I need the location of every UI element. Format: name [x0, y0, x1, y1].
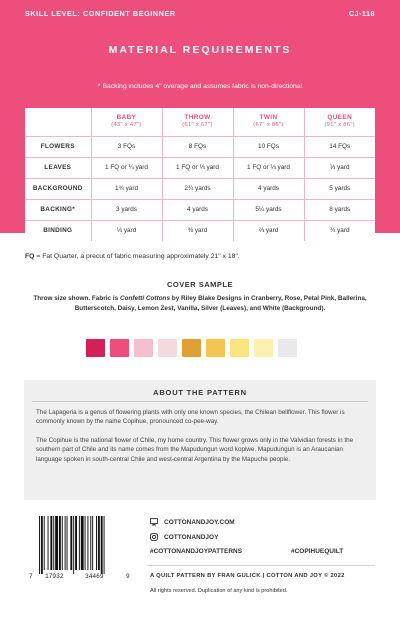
hashtag-patterns: #COTTONANDJOYPATTERNS — [150, 548, 243, 555]
row-label: BINDING — [25, 220, 91, 241]
pattern-credit: A QUILT PATTERN BY FRAN GULICK | COTTON AND JOY © 2022 — [150, 573, 345, 579]
fabric-swatch — [158, 339, 177, 357]
fabric-swatch — [134, 339, 153, 357]
about-paragraph-1: The Lapageria is a genus of flowering plants with only one known species, the Chilean bellflower. This flower is commonly known by the name Copihue, pronounced co-pee-way. — [36, 409, 345, 426]
about-title: ABOUT THE PATTERN — [153, 388, 247, 397]
table-row — [25, 199, 375, 220]
fabric-swatch — [254, 339, 273, 357]
barcode-bar — [44, 516, 45, 570]
barcode-bar — [50, 516, 52, 570]
rights-notice: All rights reserved. Duplication of any kind is prohibited. — [150, 588, 288, 594]
website-row — [150, 518, 235, 526]
barcode-bar — [90, 516, 91, 570]
table-cell: 8 FQs — [162, 136, 233, 157]
barcode-digits-2: 17932 — [45, 573, 64, 580]
about-divider — [32, 401, 368, 402]
instagram-icon — [150, 533, 158, 541]
column-header — [91, 108, 162, 136]
about-paragraph-2: The Copihue is the national flower of Chile, my home country. This flower grows only in the Valvidian forests in the southern part of Chile and its name comes from the Mapudungun word kopiwe. Mapudungun is an Araucanian language spoken in south-central Chile and west-central Argentina by the Mapuche people. — [36, 437, 354, 463]
column-header — [233, 108, 304, 136]
barcode-bar — [101, 516, 103, 574]
table-cell: 4 yards — [233, 178, 304, 199]
row-label: LEAVES — [25, 157, 91, 178]
fabric-swatch — [110, 339, 129, 357]
fat-quarter-note — [25, 253, 240, 260]
about-panel — [24, 380, 376, 500]
row-label: FLOWERS — [25, 136, 91, 157]
table-cell: ⅓ yard — [304, 157, 375, 178]
table-row — [25, 136, 375, 157]
column-size: (61" x 67") — [182, 121, 213, 128]
footer-divider — [147, 565, 375, 566]
column-size: (43" x 47") — [111, 121, 142, 128]
fq-abbr: FQ — [25, 253, 35, 260]
barcode-bar — [65, 516, 66, 570]
barcode-bar — [81, 516, 84, 570]
table-corner — [25, 108, 91, 136]
hashtag-quilt: #COPIHUEQUILT — [291, 548, 344, 555]
fabric-swatch — [206, 339, 225, 357]
row-label: BACKGROUND — [25, 178, 91, 199]
table-row — [25, 157, 375, 178]
barcode-bar — [75, 516, 77, 570]
barcode-bar — [67, 516, 68, 570]
table-header-row — [25, 108, 375, 136]
table-cell: 1 FQ or ⅓ yard — [162, 157, 233, 178]
fabric-swatches — [86, 339, 297, 357]
table-cell: 3 yards — [91, 199, 162, 220]
requirements-table — [25, 108, 375, 241]
barcode-digit-4: 9 — [126, 573, 130, 580]
table-cell: 2¾ yards — [162, 178, 233, 199]
cover-sample-title: COVER SAMPLE — [166, 280, 233, 289]
fabric-line-name: Confetti Cottons — [119, 295, 171, 302]
column-name: THROW — [184, 114, 211, 122]
row-label: BACKING* — [25, 199, 91, 220]
barcode-bar — [98, 516, 100, 570]
barcode-bar — [48, 516, 49, 570]
table-cell: ¾ yard — [304, 220, 375, 241]
barcode-digit-1: 7 — [29, 573, 33, 580]
table-cell: ⅓ yard — [91, 220, 162, 241]
skill-level: SKILL LEVEL: CONFIDENT BEGINNER — [25, 9, 176, 18]
table-cell: 4 yards — [162, 199, 233, 220]
column-header — [162, 108, 233, 136]
barcode-bar — [55, 516, 58, 570]
monitor-icon — [150, 518, 158, 526]
barcode-digits-3: 34469 — [85, 573, 104, 580]
table-row — [25, 220, 375, 241]
column-size: (91" x 86") — [324, 121, 355, 128]
table-cell: 1 FQ or ¼ yard — [91, 157, 162, 178]
barcode-bar — [104, 516, 105, 574]
barcode-bar — [41, 516, 43, 574]
table-cell: 1¾ yard — [91, 178, 162, 199]
barcode-bar — [39, 516, 40, 574]
instagram-row — [150, 533, 218, 541]
barcode-bars — [37, 516, 123, 574]
barcode-bar — [53, 516, 54, 570]
barcode-bar — [79, 516, 80, 570]
cover-sample-description — [24, 294, 376, 313]
barcode — [29, 512, 131, 592]
barcode-bar — [59, 516, 61, 570]
pattern-code: CJ-118 — [348, 9, 375, 18]
table-cell: 3 FQs — [91, 136, 162, 157]
column-name: BABY — [116, 114, 137, 122]
table-cell: ⅔ yard — [233, 220, 304, 241]
website-link[interactable]: COTTONANDJOY.COM — [164, 518, 235, 526]
table-cell: 1 FQ or ⅓ yard — [233, 157, 304, 178]
barcode-bar — [96, 516, 97, 570]
barcode-bar — [62, 516, 63, 570]
column-name: TWIN — [259, 114, 278, 122]
barcode-bar — [87, 516, 88, 570]
column-name: QUEEN — [327, 114, 353, 122]
cover-desc-start: Throw size shown. Fabric is — [33, 295, 120, 302]
fabric-swatch — [86, 339, 105, 357]
instagram-handle[interactable]: COTTONANDJOY — [164, 533, 219, 541]
barcode-bar — [85, 516, 86, 570]
cover-desc-end: by Riley Blake Designs in Cranberry, Rose, Petal Pink, Ballerina, Butterscotch, Daisy, Lemon Zest, Vanilla, Silver (Leaves), and White (Background). — [74, 295, 367, 312]
table-cell: 8 yards — [304, 199, 375, 220]
table-cell: ⅜ yard — [162, 220, 233, 241]
table-cell: 5 yards — [304, 178, 375, 199]
table-cell: 14 FQs — [304, 136, 375, 157]
table-row — [25, 178, 375, 199]
table-cell: 10 FQs — [233, 136, 304, 157]
table-cell: 5¼ yards — [233, 199, 304, 220]
column-size: (67" x 86") — [253, 121, 284, 128]
barcode-bar — [92, 516, 93, 570]
requirements-table-card — [25, 108, 375, 242]
fabric-swatch — [278, 339, 297, 357]
material-requirements-title: MATERIAL REQUIREMENTS — [108, 44, 292, 56]
fq-definition: = Fat Quarter, a precut of fabric measuring approximately 21" x 18". — [34, 253, 240, 260]
fabric-swatch — [182, 339, 201, 357]
barcode-bar — [73, 516, 74, 574]
column-header — [304, 108, 375, 136]
barcode-bar — [70, 516, 72, 570]
fabric-swatch — [230, 339, 249, 357]
backing-note: * Backing includes 4" overage and assumes fabric is non-directional — [97, 83, 303, 90]
